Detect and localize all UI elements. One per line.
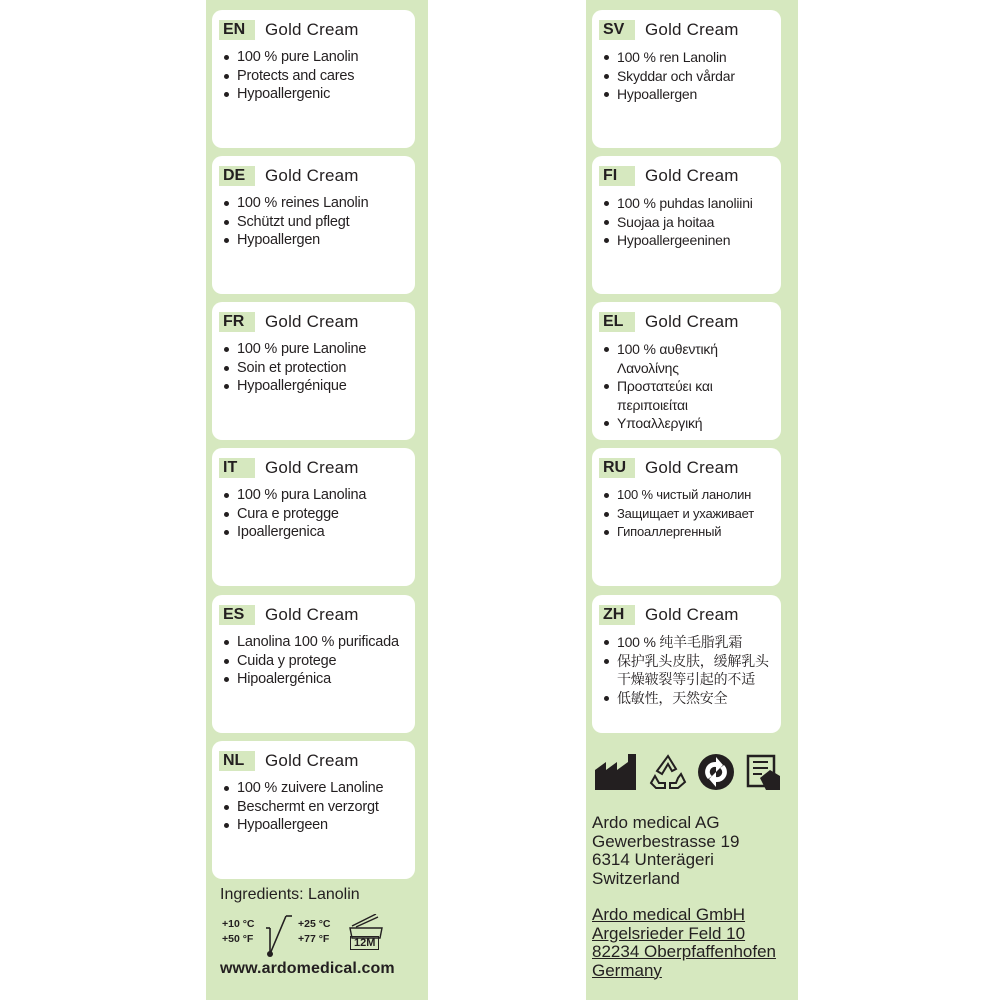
distributor-line: Argelsrieder Feld 10 — [592, 923, 746, 943]
card-title: Gold Cream — [265, 166, 359, 185]
max-temp-f: +77 °F — [298, 933, 330, 945]
language-code: NL — [219, 751, 255, 771]
card-title: Gold Cream — [645, 605, 739, 624]
card-sv — [592, 10, 781, 148]
card-title: Gold Cream — [645, 312, 739, 331]
read-instructions-icon — [744, 752, 784, 792]
card-zh — [592, 595, 781, 733]
ingredients-text: Ingredients: Lanolin — [220, 886, 360, 903]
language-code: DE — [219, 166, 255, 186]
feature-item: 100 % 纯羊毛脂乳霜 — [602, 633, 774, 652]
card-title: Gold Cream — [645, 20, 739, 39]
feature-item: 100 % ren Lanolin — [602, 48, 735, 67]
left-label-strip — [206, 0, 428, 1000]
feature-item: Ipoallergenica — [222, 523, 366, 542]
card-el — [592, 302, 781, 440]
shelf-life-badge: 12M — [350, 936, 379, 950]
language-code: EL — [599, 312, 635, 332]
distributor-line: Germany — [592, 960, 662, 980]
card-title: Gold Cream — [645, 458, 739, 477]
feature-item: Beschermt en verzorgt — [222, 798, 383, 817]
language-code: FR — [219, 312, 255, 332]
card-title: Gold Cream — [265, 458, 359, 477]
feature-item: 100 % αυθεντική Λανολίνης — [602, 340, 762, 377]
feature-item: Защищает и ухаживает — [602, 505, 754, 524]
feature-item: Hypoallergen — [222, 231, 368, 250]
distributor-line: Ardo medical GmbH — [592, 905, 746, 924]
max-temp-c: +25 °C — [298, 918, 331, 930]
feature-item: Hypoallergénique — [222, 377, 366, 396]
feature-item: Hypoallergeeninen — [602, 231, 753, 250]
certification-symbols — [594, 752, 794, 794]
feature-item: 保护乳头皮肤，缓解乳头干燥皲裂等引起的不适 — [602, 652, 774, 689]
feature-item: Soin et protection — [222, 359, 366, 378]
card-nl — [212, 741, 415, 879]
feature-item: Schützt und pflegt — [222, 213, 368, 232]
card-it — [212, 448, 415, 586]
feature-item: Cura e protegge — [222, 505, 366, 524]
language-code: EN — [219, 20, 255, 40]
distributor-address — [592, 906, 776, 980]
feature-item: Hypoallergen — [602, 85, 735, 104]
feature-item: 100 % чистый ланолин — [602, 486, 754, 505]
manufacturer-icon — [594, 752, 640, 792]
feature-item: Гипоаллергенный — [602, 523, 754, 542]
feature-item: Hypoallergenic — [222, 85, 358, 104]
feature-item: 100 % reines Lanolin — [222, 194, 368, 213]
thermometer-icon — [266, 914, 296, 958]
language-code: RU — [599, 458, 635, 478]
card-title: Gold Cream — [265, 312, 359, 331]
card-title: Gold Cream — [265, 751, 359, 770]
feature-item: Υποαλλεργική — [602, 414, 762, 433]
language-code: ES — [219, 605, 255, 625]
card-de — [212, 156, 415, 294]
card-fr — [212, 302, 415, 440]
card-ru — [592, 448, 781, 586]
manufacturer-line: Ardo medical AG — [592, 813, 720, 832]
language-code: SV — [599, 20, 635, 40]
feature-item: Protects and cares — [222, 67, 358, 86]
card-title: Gold Cream — [265, 20, 359, 39]
language-code: FI — [599, 166, 635, 186]
feature-item: 100 % puhdas lanoliini — [602, 194, 753, 213]
feature-item: Προστατεύει και περιποιείται — [602, 377, 762, 414]
card-fi — [592, 156, 781, 294]
feature-item: Hypoallergeen — [222, 816, 383, 835]
recycle-icon — [648, 752, 688, 792]
green-dot-icon — [696, 752, 736, 792]
feature-item: 100 % pura Lanolina — [222, 486, 366, 505]
storage-temperature — [220, 914, 420, 958]
card-title: Gold Cream — [265, 605, 359, 624]
feature-item: Suojaa ja hoitaa — [602, 213, 753, 232]
feature-item: 100 % pure Lanolin — [222, 48, 358, 67]
min-temp-c: +10 °C — [222, 918, 255, 930]
feature-item: Hipoalergénica — [222, 670, 399, 689]
distributor-line: 82234 Oberpfaffenhofen — [592, 942, 777, 961]
min-temp-f: +50 °F — [222, 933, 254, 945]
manufacturer-line: Gewerbestrasse 19 — [592, 831, 740, 851]
manufacturer-line: Switzerland — [592, 868, 680, 888]
language-code: ZH — [599, 605, 635, 625]
feature-item: 100 % zuivere Lanoline — [222, 779, 383, 798]
feature-item: Cuida y protege — [222, 652, 399, 671]
manufacturer-address — [592, 814, 739, 888]
card-en — [212, 10, 415, 148]
right-label-strip — [586, 0, 798, 1000]
feature-item: Lanolina 100 % purificada — [222, 633, 399, 652]
feature-item: 100 % pure Lanoline — [222, 340, 366, 359]
feature-item: Skyddar och vårdar — [602, 67, 735, 86]
feature-item: 低敏性，天然安全 — [602, 689, 774, 708]
manufacturer-line: 6314 Unterägeri — [592, 850, 714, 869]
card-title: Gold Cream — [645, 166, 739, 185]
language-code: IT — [219, 458, 255, 478]
card-es — [212, 595, 415, 733]
website-link[interactable]: www.ardomedical.com — [220, 960, 395, 977]
